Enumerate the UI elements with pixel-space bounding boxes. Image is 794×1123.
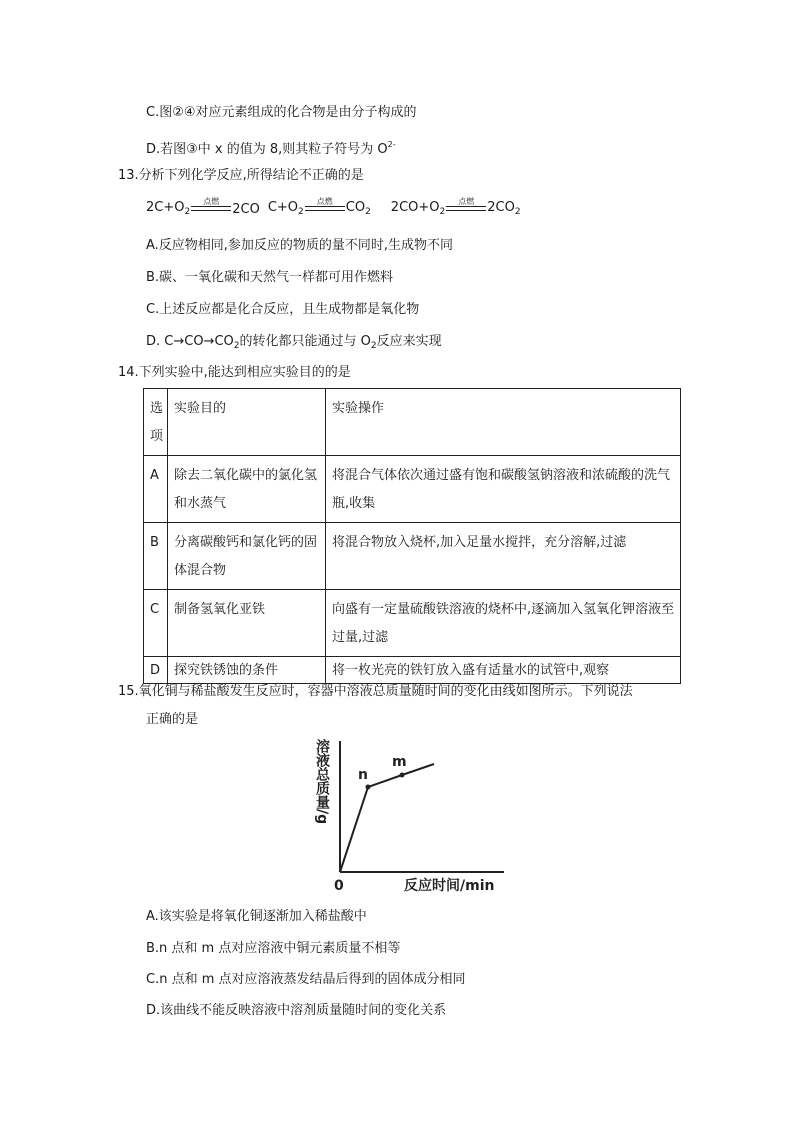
row-operation: 向盛有一定量硫酸铁溶液的烧杯中,逐滴加入氢氧化钾溶液至过量,过滤 — [326, 590, 681, 657]
row-operation: 将混合物放入烧杯,加入足量水搅拌，充分溶解,过滤 — [326, 523, 681, 590]
q15-option-c: C.n 点和 m 点对应溶液蒸发结晶后得到的固体成分相同 — [146, 972, 466, 987]
q13-stem: 13.分析下列化学反应,所得结论不正确的是 — [118, 168, 364, 183]
row-option: A — [144, 456, 168, 523]
point-m-label: m — [392, 754, 407, 770]
row-option: C — [144, 590, 168, 657]
q15-figure — [308, 735, 518, 895]
eq1-left: $2C+O_2$ — [146, 200, 191, 217]
q13-option-a: A.反应物相同,参加反应的物质的量不同时,生成物不同 — [146, 238, 454, 253]
eq3-right: $2CO_2$ — [487, 200, 521, 217]
header-operation: 实验操作 — [326, 389, 681, 456]
table-row — [144, 657, 681, 684]
row-operation: 将一枚光亮的铁钉放入盛有适量水的试管中,观察 — [326, 657, 681, 684]
x-axis-label: 反应时间/min — [404, 878, 495, 894]
q14-table — [143, 388, 681, 684]
q13-option-d: D. $C\to CO\to CO_2$的转化都只能通过与 $O_2$反应来实现 — [146, 334, 442, 351]
row-option: D — [144, 657, 168, 684]
row-goal: 除去二氧化碳中的氯化氢和水蒸气 — [168, 456, 326, 523]
point-m-marker — [400, 773, 405, 778]
q13-option-b: B.碳、一氧化碳和天然气一样都可用作燃料 — [146, 270, 394, 285]
q12-option-c: C.图②④对应元素组成的化合物是由分子构成的 — [146, 105, 417, 120]
q15-option-a: A.该实验是将氧化铜逐渐加入稀盐酸中 — [146, 909, 367, 924]
eq1-right: 2CO — [232, 202, 260, 217]
header-option: 选项 — [144, 389, 168, 456]
q15-stem-line1: 15.氧化铜与稀盐酸发生反应时，容器中溶液总质量随时间的变化由线如图所示。下列说法 — [118, 684, 633, 699]
eq2-left: $C+O_2$ — [267, 200, 304, 217]
row-goal: 制备氢氧化亚铁 — [168, 590, 326, 657]
row-goal: 分离碳酸钙和氯化钙的固体混合物 — [168, 523, 326, 590]
row-goal: 探究铁锈蚀的条件 — [168, 657, 326, 684]
curve-line — [340, 764, 434, 872]
q13-equations — [146, 197, 521, 217]
row-operation: 将混合气体依次通过盛有饱和碳酸氢钠溶液和浓硫酸的洗气瓶,收集 — [326, 456, 681, 523]
eq3-arrow: 点燃 — [446, 197, 486, 217]
point-n-marker — [366, 785, 371, 790]
eq3-left: $2CO+O_2$ — [390, 200, 446, 217]
table-row — [144, 523, 681, 590]
q15-option-d: D.该曲线不能反映溶液中溶剂质量随时间的变化关系 — [146, 1003, 447, 1018]
q15-stem-line2: 正确的是 — [146, 712, 199, 727]
eq2-right: $CO_2$ — [345, 200, 371, 217]
point-n-label: n — [358, 767, 368, 783]
table-row — [144, 590, 681, 657]
q14-stem: 14.下列实验中,能达到相应实验目的的是 — [118, 365, 351, 380]
eq1-arrow: 点燃 — [191, 197, 231, 217]
origin-label: 0 — [334, 878, 344, 894]
header-goal: 实验目的 — [168, 389, 326, 456]
q15-option-b: B.n 点和 m 点对应溶液中铜元素质量不相等 — [146, 941, 401, 956]
table-header-row — [144, 389, 681, 456]
y-axis-label: 溶液总质量/g — [314, 739, 330, 825]
q12-option-d: D.若图③中 x 的值为 8,则其粒子符号为 $O^{2-}$ — [146, 140, 396, 157]
row-option: B — [144, 523, 168, 590]
eq2-arrow: 点燃 — [305, 197, 345, 217]
q13-option-c: C.上述反应都是化合反应，且生成物都是氧化物 — [146, 302, 420, 317]
table-row — [144, 456, 681, 523]
